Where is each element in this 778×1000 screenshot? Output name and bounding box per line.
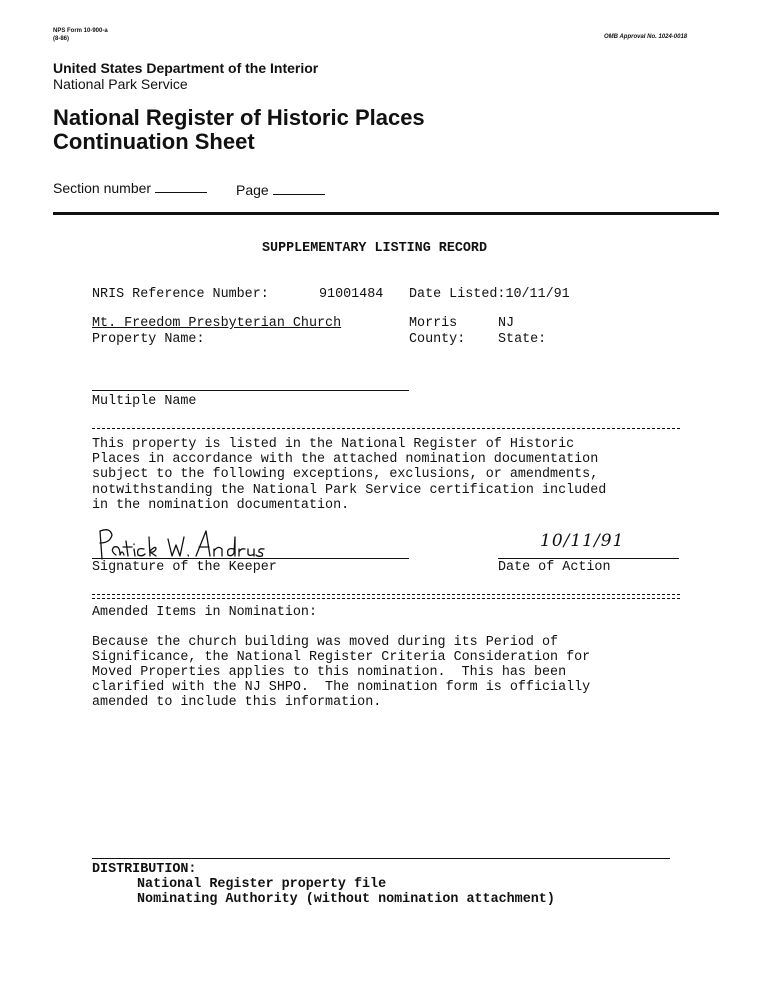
amendment-line: amended to include this information. <box>92 695 382 710</box>
date-listed <box>409 287 570 302</box>
multiple-name-line <box>92 390 409 391</box>
header-rule <box>53 212 719 215</box>
date-listed-value: 10/11/91 <box>505 287 570 302</box>
certification-line: notwithstanding the National Park Service certification included <box>92 483 607 498</box>
agency-name: National Park Service <box>53 76 188 92</box>
distribution-rule <box>92 858 670 859</box>
property-name-label: Property Name: <box>92 332 205 347</box>
certification-line: This property is listed in the National Register of Historic <box>92 437 575 452</box>
county-value: Morris <box>409 316 458 331</box>
county-label: County: <box>409 332 466 347</box>
dashed-separator <box>92 428 680 429</box>
date-of-action-label: Date of Action <box>498 560 611 575</box>
section-number-blank <box>155 180 207 193</box>
property-name-value: Mt. Freedom Presbyterian Church <box>92 316 342 331</box>
department-name: United States Department of the Interior <box>53 60 319 76</box>
signature-line <box>92 558 409 559</box>
double-separator-bottom <box>92 598 680 599</box>
signature-label: Signature of the Keeper <box>92 560 277 575</box>
page-field: Page <box>236 182 325 198</box>
amendments-heading: Amended Items in Nomination: <box>92 605 317 620</box>
state-value: NJ <box>498 316 515 331</box>
distribution-heading: DISTRIBUTION: <box>92 862 197 877</box>
certification-line: subject to the following exceptions, exclusions, or amendments, <box>92 467 599 482</box>
form-number: NPS Form 10-900-a (8-86) <box>53 28 108 42</box>
keeper-signature <box>96 525 266 565</box>
nris-value: 91001484 <box>319 287 384 302</box>
amendment-line: Because the church building was moved during its Period of <box>92 635 559 650</box>
multiple-name-label: Multiple Name <box>92 394 197 409</box>
double-separator-top <box>92 594 680 595</box>
section-number-field: Section number <box>53 180 207 196</box>
nris-label: NRIS Reference Number: <box>92 287 269 302</box>
state-label: State: <box>498 332 547 347</box>
amendment-line: clarified with the NJ SHPO. The nomination form is officially <box>92 680 591 695</box>
form-date: (8-86) <box>53 36 70 42</box>
date-line <box>498 558 679 559</box>
amendment-line: Moved Properties applies to this nomination. This has been <box>92 665 567 680</box>
form-subtitle: Continuation Sheet <box>53 129 255 154</box>
certification-line: in the nomination documentation. <box>92 498 350 513</box>
omb-approval: OMB Approval No. 1024-0018 <box>604 34 688 40</box>
date-listed-label: Date Listed: <box>409 287 506 302</box>
certification-line: Places in accordance with the attached nomination documentation <box>92 452 599 467</box>
record-heading: SUPPLEMENTARY LISTING RECORD <box>262 241 487 256</box>
date-of-action-value: 10/11/91 <box>540 531 625 551</box>
amendment-line: Significance, the National Register Criteria Consideration for <box>92 650 591 665</box>
distribution-item: Nominating Authority (without nomination attachment) <box>137 892 555 907</box>
distribution-item: National Register property file <box>137 877 387 892</box>
page-blank <box>273 182 325 195</box>
form-title: National Register of Historic Places <box>53 105 425 130</box>
